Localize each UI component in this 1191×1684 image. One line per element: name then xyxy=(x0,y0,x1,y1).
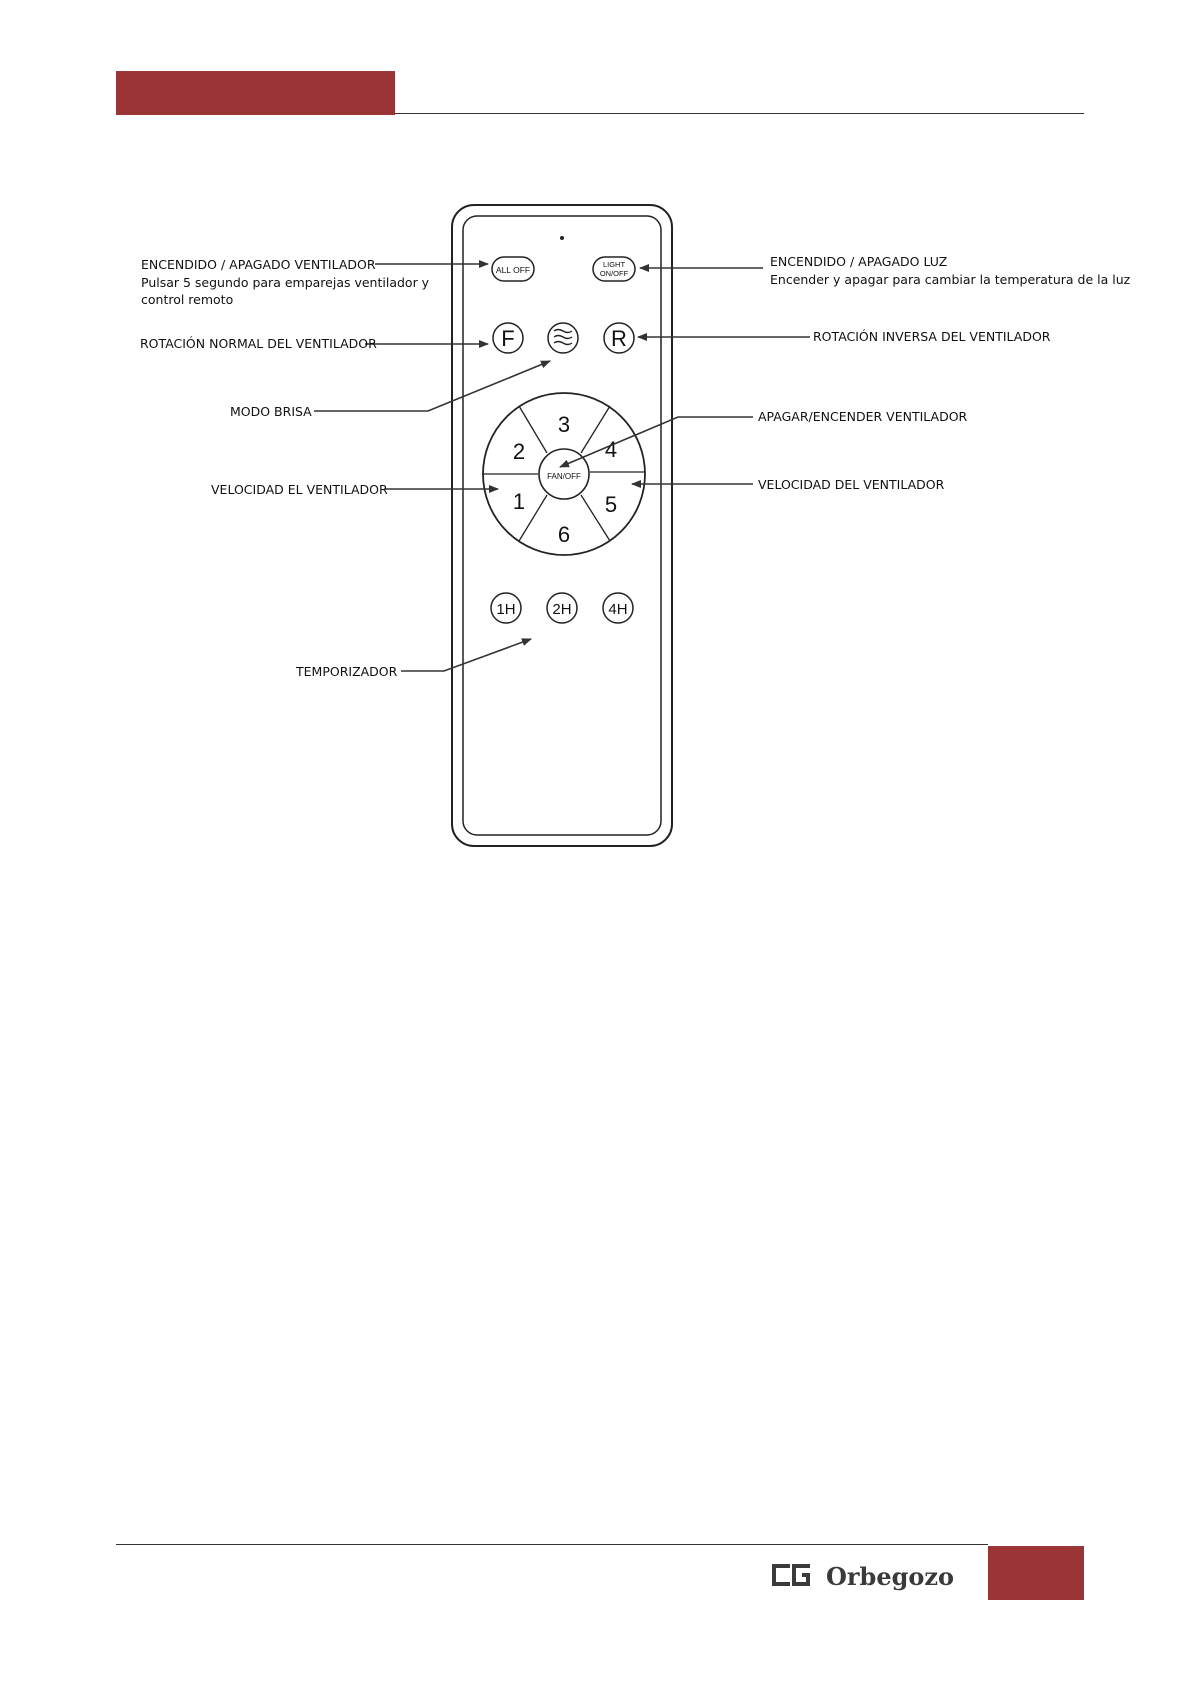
brand-logo-text: Orbegozo xyxy=(826,1562,955,1591)
footer-rule xyxy=(116,1544,988,1545)
label-power-fan-desc-2: control remoto xyxy=(141,292,234,307)
forward-rotation-button[interactable] xyxy=(493,323,523,353)
label-power-fan-desc-1: Pulsar 5 segundo para emparejas ventilador y xyxy=(141,275,430,290)
label-power-light-desc: Encender y apagar para cambiar la temperatura de la luz xyxy=(770,272,1131,287)
indicator-led xyxy=(560,236,564,240)
label-speed-left: VELOCIDAD EL VENTILADOR xyxy=(211,482,388,497)
speed-button-1[interactable]: 1 xyxy=(512,489,526,514)
reverse-rotation-button[interactable] xyxy=(604,323,634,353)
speed-button-6[interactable]: 6 xyxy=(557,522,571,547)
reverse-label: R xyxy=(611,326,627,351)
all-off-label: ALL OFF xyxy=(495,265,531,275)
speed-button-4[interactable]: 4 xyxy=(604,437,618,462)
breeze-mode-button[interactable] xyxy=(548,323,578,353)
speed-button-5[interactable]: 5 xyxy=(604,492,618,517)
light-on-off-button[interactable] xyxy=(593,257,635,281)
timer-2h-label: 2H xyxy=(552,601,572,618)
label-power-fan: ENCENDIDO / APAGADO VENTILADOR xyxy=(141,257,376,272)
label-breeze-mode: MODO BRISA xyxy=(230,404,312,419)
label-fan-toggle: APAGAR/ENCENDER VENTILADOR xyxy=(758,409,968,424)
light-label-line1: LIGHT xyxy=(602,260,626,269)
footer-accent-box xyxy=(988,1546,1084,1600)
timer-4h-label: 4H xyxy=(608,601,628,618)
fan-off-label: FAN/OFF xyxy=(547,472,581,481)
timer-4h-button[interactable] xyxy=(603,593,633,623)
label-power-light: ENCENDIDO / APAGADO LUZ xyxy=(770,254,948,269)
speed-button-2[interactable]: 2 xyxy=(512,439,526,464)
light-label-line2: ON/OFF xyxy=(599,269,629,278)
fan-off-button[interactable] xyxy=(539,449,589,499)
label-normal-rotation: ROTACIÓN NORMAL DEL VENTILADOR xyxy=(140,336,377,351)
label-speed-right: VELOCIDAD DEL VENTILADOR xyxy=(758,477,945,492)
timer-1h-label: 1H xyxy=(496,601,516,618)
forward-label: F xyxy=(501,326,515,351)
label-timer: TEMPORIZADOR xyxy=(296,664,398,679)
brand-logo xyxy=(770,1556,975,1594)
speed-button-3[interactable]: 3 xyxy=(557,412,571,437)
timer-2h-button[interactable] xyxy=(547,593,577,623)
label-reverse-rotation: ROTACIÓN INVERSA DEL VENTILADOR xyxy=(813,329,1051,344)
all-off-button[interactable] xyxy=(492,257,534,281)
timer-1h-button[interactable] xyxy=(491,593,521,623)
